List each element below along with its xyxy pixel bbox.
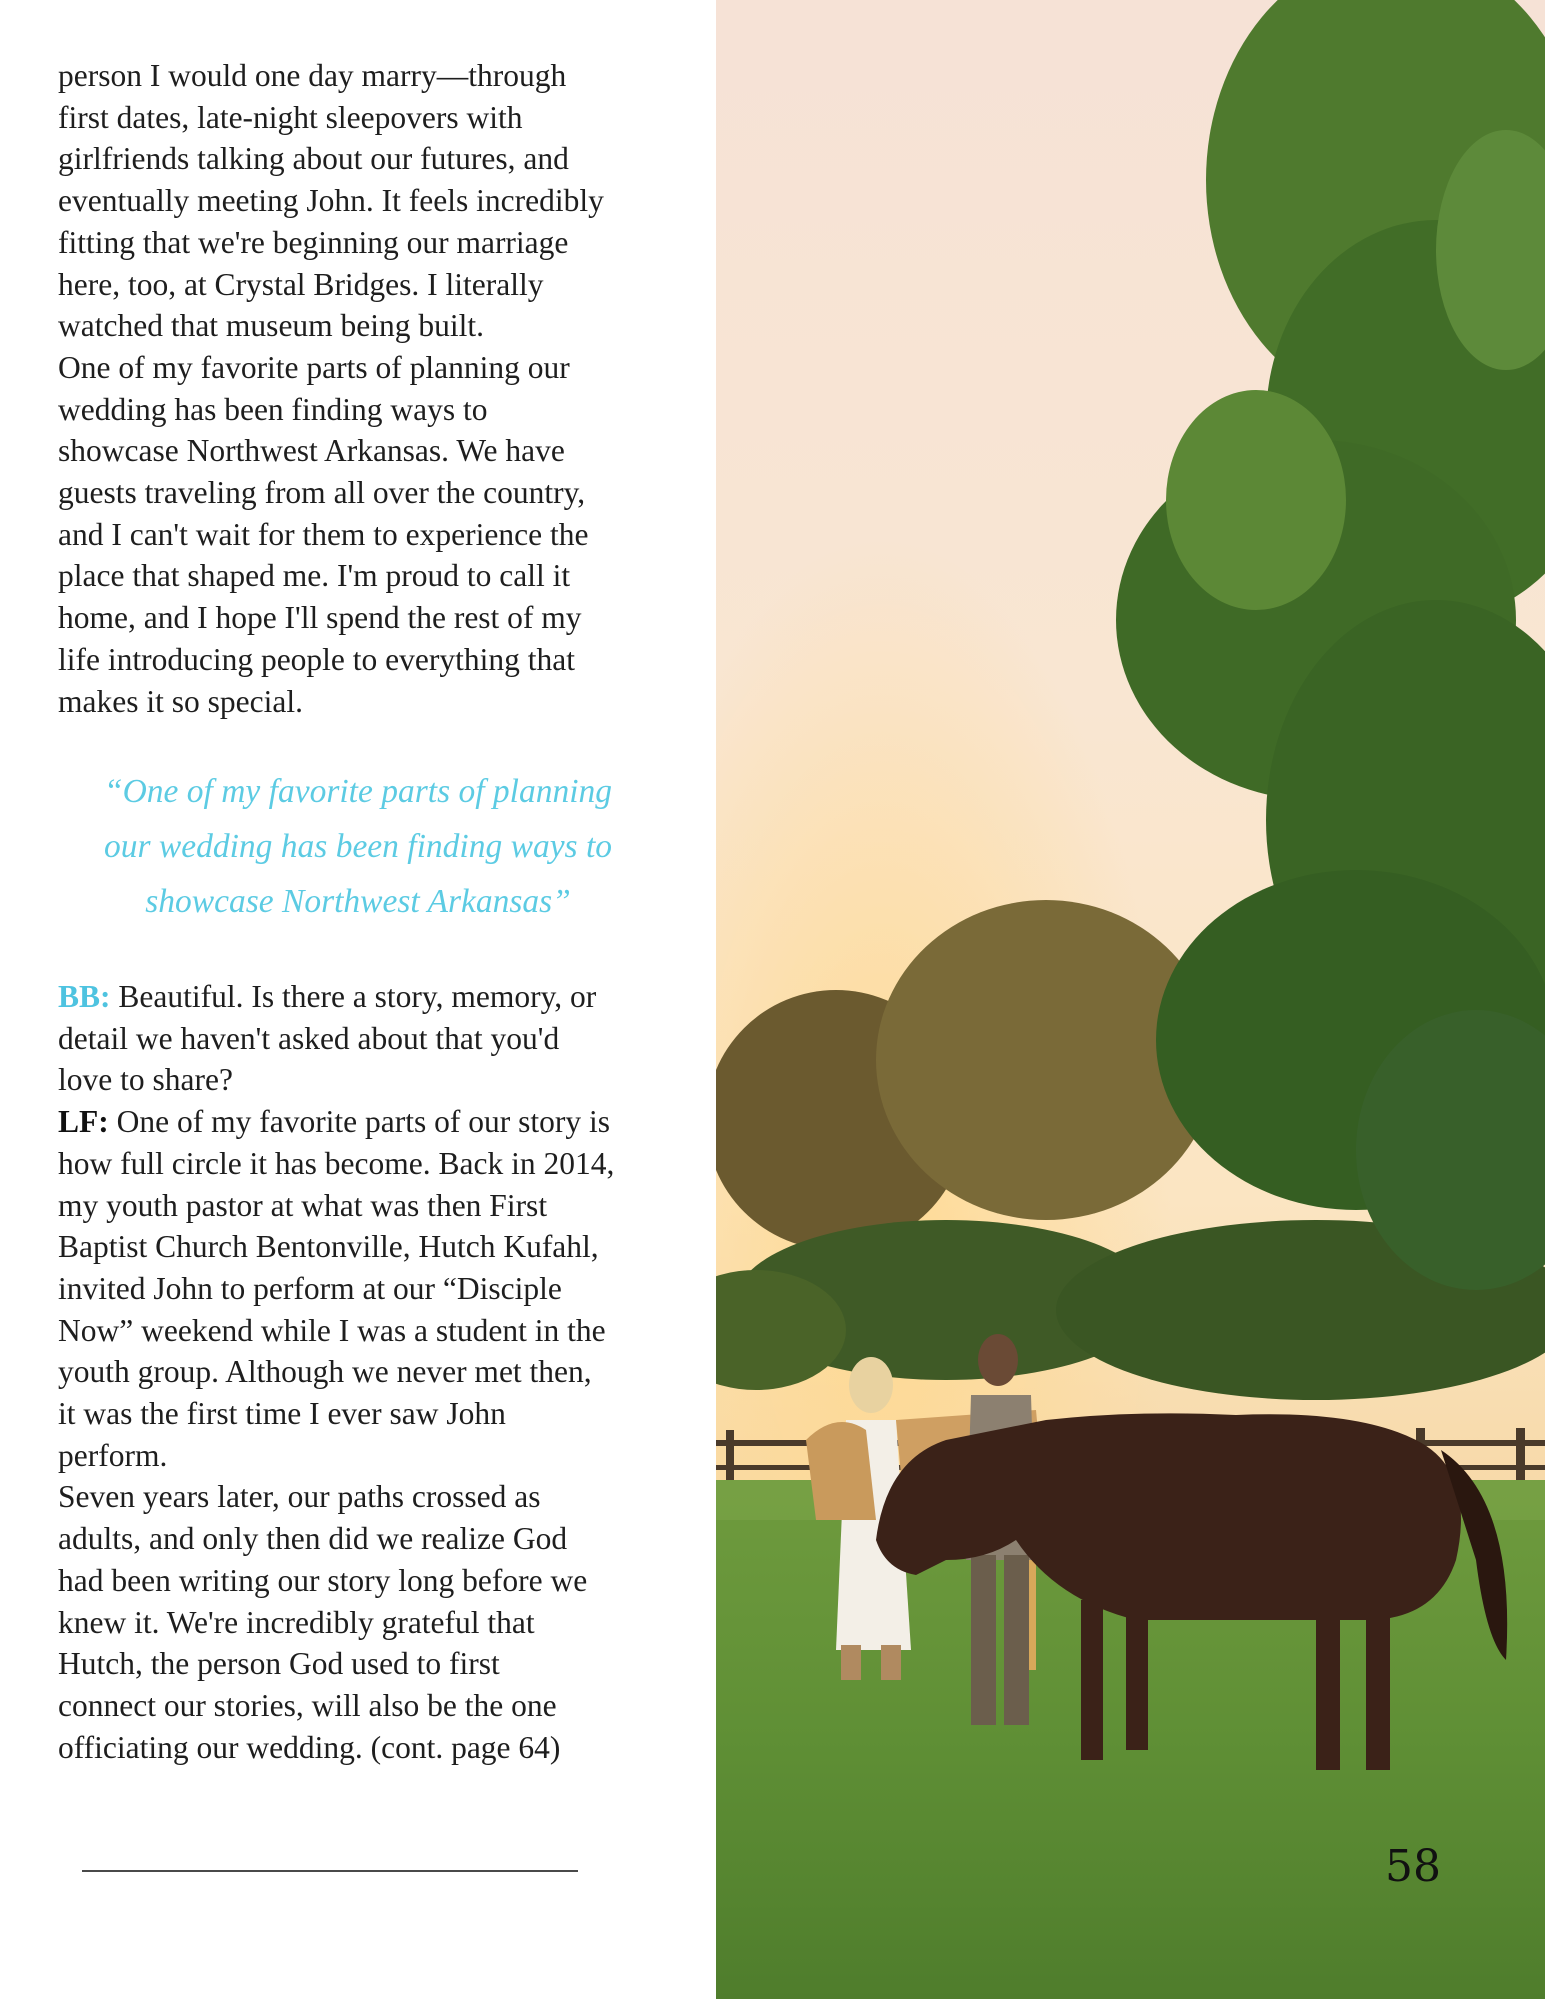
answer-text: One of my favorite parts of our story is how full circle it has become. Back in 2014, my youth pastor at what was then First Baptist Church Bentonville, Hutch Kufahl, invited John to perform at our “Disciple Now” weekend while I was a student in the youth group. Although we never met then, it was the first time I ever saw John perform.	[58, 1104, 615, 1473]
answer-speaker: LF:	[58, 1104, 109, 1140]
pull-quote: “One of my favorite parts of planning our wedding has been finding ways to showcase Northwest Arkansas”	[103, 773, 613, 920]
footer-rule	[82, 1870, 578, 1872]
paragraph-continued: person I would one day marry—through first dates, late-night sleepovers with girlfriends talking about our futures, and eventually meeting John. It feels incredibly fitting that we're beginning our marriage here, too, at Crystal Bridges. I literally watched that museum being built.	[58, 58, 604, 344]
article-column	[0, 0, 716, 1999]
paragraph-nwa: One of my favorite parts of planning our wedding has been finding ways to showcase Northwest Arkansas. We have guests traveling from all over the country, and I can't wait for them to experience the place that shaped me. I'm proud to call it home, and I hope I'll spend the rest of my life introducing people to everything that makes it so special.	[58, 349, 589, 719]
question-speaker: BB:	[58, 979, 111, 1014]
engagement-photo	[716, 0, 1545, 1999]
article-body-bottom	[58, 976, 668, 1768]
closing-paragraph: Seven years later, our paths crossed as adults, and only then did we realize God had been writing our story long before we knew it. We're incredibly grateful that Hutch, the person God used to first connect our stories, will also be the one officiating our wedding. (cont. page 64)	[58, 1479, 588, 1765]
page-number: 58	[1385, 1841, 1441, 1892]
question-text: Beautiful. Is there a story, memory, or detail we haven't asked about that you'd love to share?	[58, 979, 597, 1098]
article-body-top	[58, 55, 668, 722]
